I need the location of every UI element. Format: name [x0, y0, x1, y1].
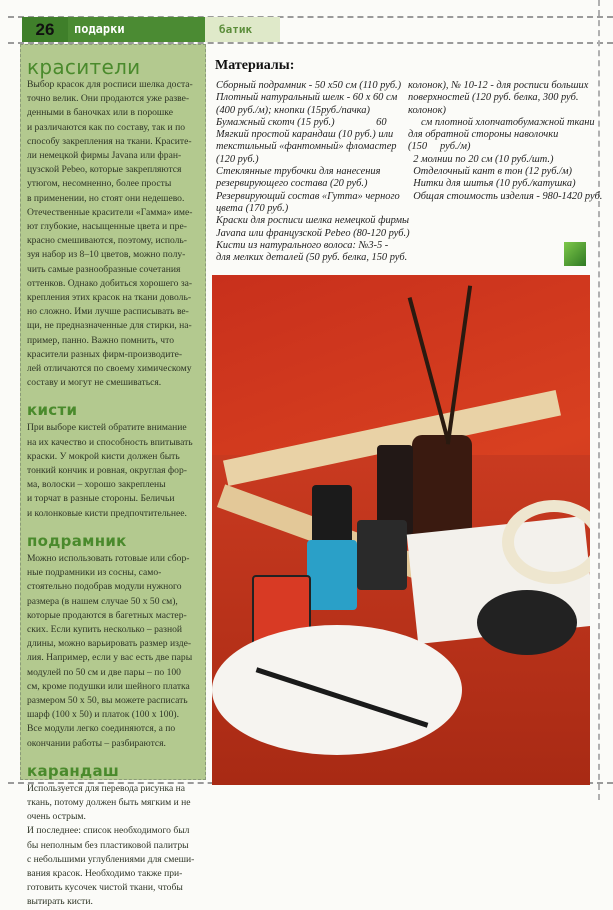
material-item: Сборный подрамник - 50 х50 см (110 руб.) — [216, 80, 402, 91]
text-line: окончании работы – разбираются. — [27, 737, 166, 749]
material-item: резервирующего состава (20 руб.) — [216, 178, 368, 190]
text-line: зуя набор из 8–10 цветов, можно полу- — [27, 249, 186, 261]
text-line: вания красок. Необходимо также при- — [27, 867, 183, 879]
material-item: Javana или французской Pebeo (80-120 руб.) — [216, 227, 410, 239]
text-line: и различаются как по составу, так и по — [27, 121, 186, 133]
section-body — [27, 782, 201, 910]
text-line: с небольшими углублениями для смеши- — [27, 853, 195, 865]
text-line: вытирать кисти. — [27, 896, 93, 908]
text-line: оттенков. Однако добиться хорошего за- — [27, 277, 193, 289]
material-item: (150 руб./м) — [408, 141, 471, 153]
text-line: цузской Pebeo, которые закрепляются — [27, 164, 182, 176]
text-line: стоятельно подобрав модули нужного — [27, 581, 182, 593]
text-line: готовить кусочек чистой ткани, чтобы — [27, 882, 183, 894]
material-item: текстильный «фантомный» фломастер — [216, 141, 397, 153]
text-line: Можно использовать готовые или сбор- — [27, 552, 190, 564]
material-item: см плотной хлопчатобумажной ткани — [408, 116, 595, 128]
text-line: составу и могут не смешиваться. — [27, 377, 162, 389]
text-line: При выборе кистей обратите внимание — [27, 422, 187, 434]
sidebar — [20, 44, 206, 908]
material-item: для обратной стороны наволочки — [408, 129, 559, 141]
text-line: Используется для перевода рисунка на — [27, 782, 186, 794]
material-item: поверхностей (120 руб. белка, 300 руб. — [408, 92, 579, 104]
text-line: красно смешиваются, поэтому, исполь- — [27, 235, 187, 247]
section-body — [27, 552, 201, 751]
text-line: модулей по 50 см и две пары – по 100 — [27, 666, 181, 678]
material-item: для мелких деталей (50 руб. белка, 150 руб. — [216, 252, 408, 264]
text-line: ные подрамники из сосны, само- — [27, 567, 162, 579]
material-item: Отделочный кант в тон (12 руб./м) — [408, 166, 572, 178]
text-line: чить самые разнообразные сочетания — [27, 263, 181, 275]
section-label: подарки — [68, 17, 205, 42]
topic-label: батик — [205, 17, 280, 42]
text-line: см, кроме подушки или шейного платка — [27, 680, 190, 692]
paint-jar-icon — [307, 540, 357, 610]
text-line: крепления этих красок на ткани доволь- — [27, 292, 192, 304]
material-item: Резервирующий состав «Гутта» черного — [216, 190, 400, 202]
material-item: цвета (170 руб.) — [216, 202, 289, 214]
material-item: Краски для росписи шелка немецкой фирмы — [216, 215, 410, 227]
page-number: 26 — [22, 17, 68, 42]
text-line: ткань, потому должен быть мягким и не — [27, 796, 191, 808]
material-item: Плотный натуральный шелк - 60 х 60 см — [216, 92, 398, 104]
material-item: (400 руб./м); кнопки (15руб./пачка) — [216, 104, 370, 116]
materials-column-1 — [216, 80, 410, 264]
text-line: но сложно. Ими лучше расписывать ве- — [27, 306, 189, 318]
text-line: Выбор красок для росписи шелка доста- — [27, 79, 193, 90]
material-item: колонок), № 10-12 - для росписи больших — [408, 80, 589, 91]
palette-icon — [212, 625, 462, 755]
text-line: способу закрепления на ткани. Красите- — [27, 135, 192, 147]
text-line: в применении, но стоят они недешево. — [27, 192, 185, 204]
text-line: размером 50 х 50, вы можете расписать — [27, 694, 188, 706]
section-heading: подрамник — [27, 531, 127, 550]
text-line: лей отличаются по своему химическому — [27, 363, 192, 375]
paint-jar-icon — [312, 485, 352, 545]
text-line: и колонковые кисти предпочтительнее. — [27, 507, 187, 519]
material-item: Мягкий простой карандаш (10 руб.) или — [216, 129, 394, 141]
material-item: (120 руб.) — [216, 153, 259, 165]
text-line: шарф (100 х 50) и платок (100 х 100). — [27, 709, 179, 721]
text-line: денными в баночках или в порошке — [27, 107, 173, 119]
text-line: на их качество и способность впитывать — [27, 436, 193, 448]
text-line: ских. Если купить несколько – разной — [27, 623, 183, 635]
text-line: ма, волоски – хорошо закреплены — [27, 479, 166, 491]
text-line: очень острым. — [27, 811, 86, 823]
magazine-logo-icon — [564, 242, 586, 266]
material-item: Нитки для шитья (10 руб./катушка) — [408, 178, 576, 190]
text-line: и торчат в разные стороны. Беличьи — [27, 493, 175, 505]
text-line: ли немецкой фирмы Javana или фран- — [27, 150, 182, 162]
material-item: 2 молнии по 20 см (10 руб./шт.) — [408, 153, 554, 165]
text-line: щи, не предназначенные для стирки, на- — [27, 320, 192, 332]
material-item: Общая стоимость изделия - 980-1420 руб. — [408, 190, 603, 202]
text-line: утюгом, несомненно, более просты — [27, 178, 172, 190]
section-heading: красители — [27, 55, 141, 79]
text-line: Отечественные красители «Гамма» име- — [27, 206, 193, 218]
materials-column-2 — [408, 80, 602, 203]
text-line: Все модули легко соединяются, а по — [27, 723, 176, 735]
text-line: длины, можно варьировать размер изде- — [27, 638, 192, 650]
text-line: тонкий кончик и ровная, округлая фор- — [27, 465, 187, 477]
section-heading: кисти — [27, 401, 78, 420]
section-heading: карандаш — [27, 761, 120, 780]
material-item: Стеклянные трубочки для нанесения — [216, 166, 381, 178]
text-line: И последнее: список необходимого был — [27, 825, 190, 837]
section-body — [27, 421, 201, 520]
text-line: краски. У мокрой кисти должен быть — [27, 450, 180, 462]
photo-art-supplies — [212, 275, 590, 785]
paint-jar-icon — [357, 520, 407, 590]
text-line: лия. Например, если у вас есть две пары — [27, 652, 193, 664]
materials-title: Материалы: — [215, 58, 295, 73]
text-line: размера (в нашем случае 50 х 50 см), — [27, 595, 178, 607]
text-line: точно велик. Они продаются уже разве- — [27, 93, 190, 105]
material-item: Бумажный скотч (15 руб.) 60 — [216, 116, 387, 128]
section-body — [27, 78, 201, 390]
material-item: Кисти из натурального волоса: №3-5 - — [216, 239, 389, 251]
material-item: колонок) — [408, 104, 446, 116]
pins-box-icon — [477, 590, 577, 655]
text-line: ют глубокие, насыщенные цвета и пре- — [27, 221, 187, 233]
text-line: которые продаются в багетных мастер- — [27, 609, 187, 621]
text-line: бы неполным без пластиковой палитры — [27, 839, 189, 851]
text-line: пример, панно. Важно помнить, что — [27, 334, 174, 346]
text-line: красители разных фирм-производите- — [27, 348, 183, 360]
